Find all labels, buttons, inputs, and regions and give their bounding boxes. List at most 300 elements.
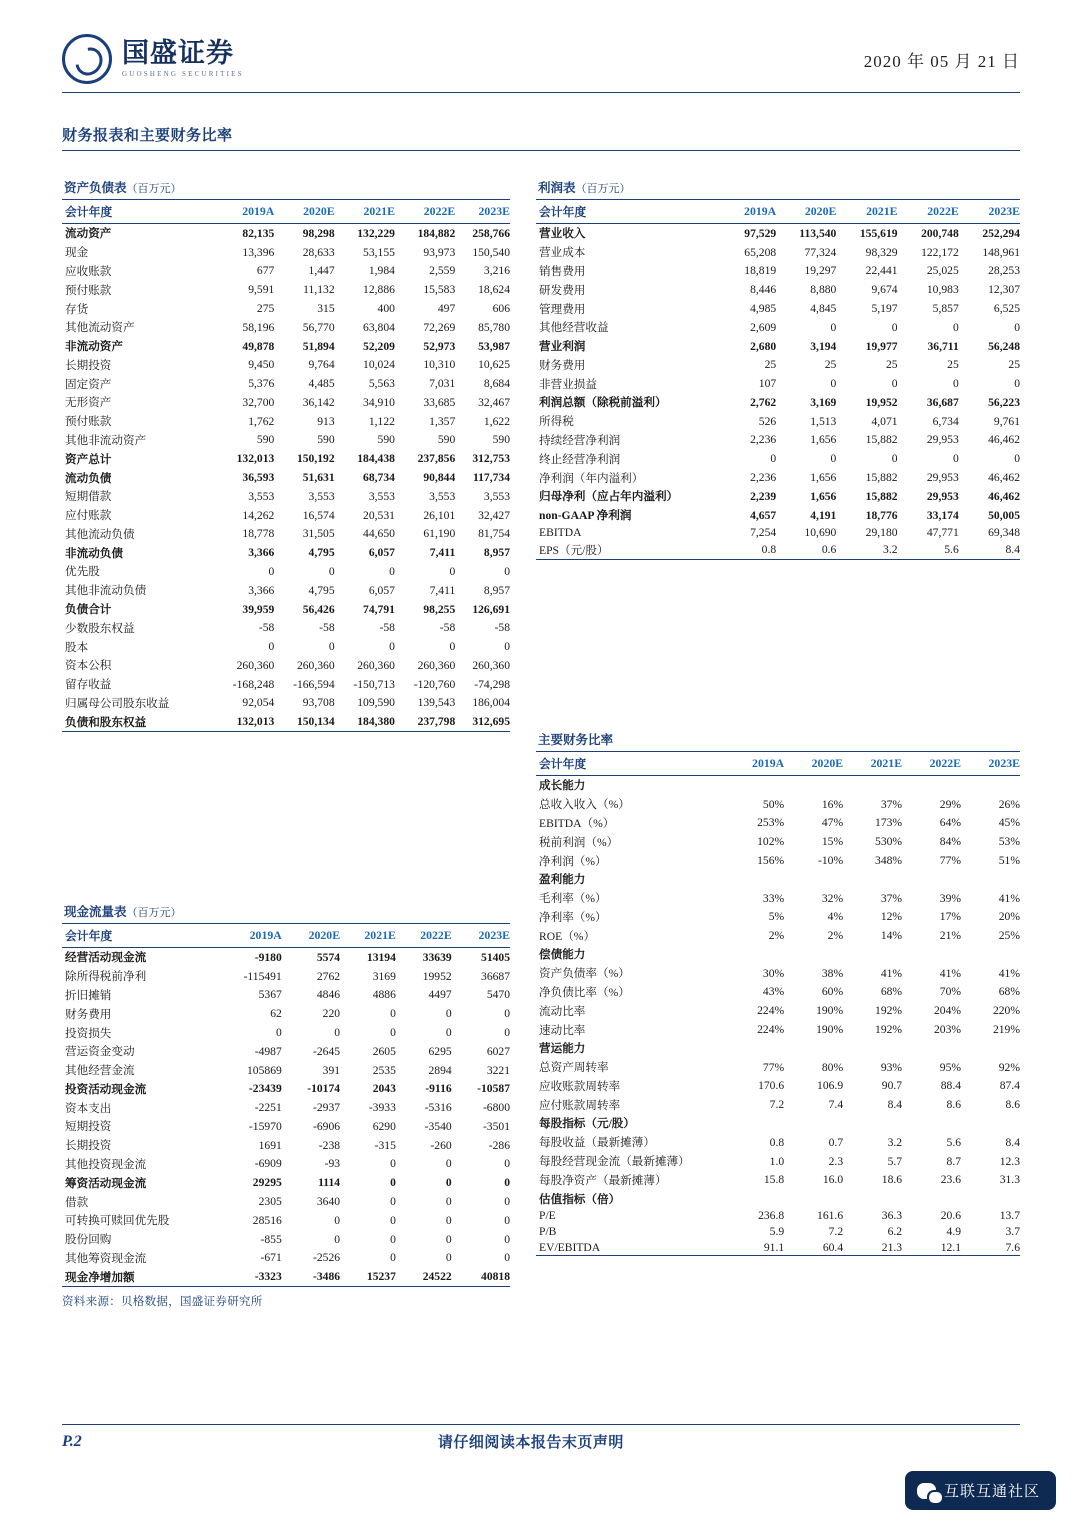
report-date: 2020 年 05 月 21 日 <box>863 51 1020 71</box>
row-value: 1,122 <box>368 414 395 428</box>
row-value: 98,329 <box>865 245 898 259</box>
row-value: 29% <box>939 797 962 811</box>
income-statement-table <box>536 200 1020 560</box>
row-value: 12,886 <box>363 283 395 297</box>
row-value: 0 <box>445 1026 452 1040</box>
row-value: 312,695 <box>455 712 510 731</box>
row-label: 折旧摊销 <box>65 988 112 1002</box>
page-header <box>62 26 1020 93</box>
row-value: 0 <box>1014 452 1020 466</box>
row-value <box>902 1114 961 1133</box>
row-value: 20% <box>998 910 1020 924</box>
row-value: 50% <box>762 797 785 811</box>
row-value: 148,961 <box>982 245 1020 259</box>
row-label: 其他投资现金流 <box>65 1157 147 1171</box>
row-value: 4,485 <box>308 377 335 391</box>
row-value: 161.6 <box>817 1209 844 1223</box>
row-value: 1,447 <box>308 264 335 278</box>
row-value: 0 <box>1014 377 1020 391</box>
row-value: 1,622 <box>483 414 510 428</box>
row-value: 47,771 <box>926 525 959 539</box>
row-value: 77% <box>762 1060 785 1074</box>
row-value: 37% <box>880 797 903 811</box>
row-value: 53% <box>998 835 1020 849</box>
row-value: 60.4 <box>784 1240 843 1256</box>
table-row <box>536 832 1020 851</box>
row-value: -93 <box>324 1157 341 1171</box>
table-row <box>62 506 510 525</box>
row-value: 0 <box>504 1007 510 1021</box>
row-value: 126,691 <box>472 602 510 616</box>
row-value: 7.4 <box>828 1098 844 1112</box>
row-value <box>961 1039 1020 1058</box>
row-value: 4,985 <box>750 302 777 316</box>
row-value: 1,656 <box>810 489 837 503</box>
row-value: 260,360 <box>357 658 395 672</box>
table-row <box>536 1152 1020 1171</box>
row-value: 65,208 <box>744 245 777 259</box>
row-value: 28,633 <box>302 245 335 259</box>
row-value: 258,766 <box>472 226 510 240</box>
table-row <box>62 487 510 506</box>
row-label: 持续经营净利润 <box>539 433 621 447</box>
row-value: 0 <box>504 1176 510 1190</box>
row-value: 90,844 <box>423 471 456 485</box>
row-label: 净利率（%） <box>539 910 607 924</box>
row-value: 45% <box>998 816 1020 830</box>
row-value: 19952 <box>422 969 452 983</box>
row-value: 51,894 <box>302 339 335 353</box>
row-value: 25 <box>947 358 959 372</box>
row-value: 5,376 <box>248 377 275 391</box>
row-value: 58,196 <box>242 320 275 334</box>
row-value: 0 <box>504 1232 510 1246</box>
row-value: 8.4 <box>887 1098 903 1112</box>
row-value: 15,882 <box>865 433 898 447</box>
col-head-4: 2022E <box>395 200 455 224</box>
row-label: 其他经营金流 <box>65 1064 135 1078</box>
row-value: 237,798 <box>395 712 455 731</box>
row-value: 74,791 <box>363 602 395 616</box>
row-value: 0 <box>390 1026 396 1040</box>
row-value <box>784 1039 843 1058</box>
table-row <box>536 1208 1020 1224</box>
row-value: 85,780 <box>478 320 510 334</box>
row-value: 150,540 <box>472 245 510 259</box>
row-label: 股份回购 <box>65 1233 112 1247</box>
row-value: 122,172 <box>921 245 959 259</box>
table-row <box>536 412 1020 431</box>
cash-flow-table <box>62 924 510 1287</box>
row-value: 2762 <box>316 969 341 983</box>
community-watermark <box>905 1471 1056 1510</box>
table-row <box>62 675 510 694</box>
row-value: 13,396 <box>242 245 275 259</box>
row-label: 预付账款 <box>65 415 112 429</box>
row-value: 7,031 <box>429 377 456 391</box>
col-head-0: 会计年度 <box>536 200 724 224</box>
row-value: 4,657 <box>750 508 777 522</box>
brand-name-en: GUOSHENG SECURITIES <box>122 70 244 78</box>
row-value: 236.8 <box>758 1209 785 1223</box>
col-head-2: 2020E <box>274 200 334 224</box>
row-value: 190% <box>816 1023 844 1037</box>
table-row <box>62 224 510 243</box>
row-value: 72,269 <box>423 320 456 334</box>
row-value: 590 <box>256 433 275 447</box>
row-value: 252,294 <box>982 226 1020 240</box>
row-value: -166,594 <box>293 677 335 691</box>
table-row <box>62 1249 510 1268</box>
row-value: 3,194 <box>810 339 837 353</box>
row-value: 38% <box>821 966 844 980</box>
row-value: 8,446 <box>750 283 777 297</box>
row-value: 5,197 <box>871 302 898 316</box>
col-head-3: 2021E <box>843 752 902 776</box>
row-value: 0 <box>275 1026 282 1040</box>
row-value: 18,819 <box>744 264 777 278</box>
row-label: 现金 <box>65 246 89 260</box>
row-value <box>843 1114 902 1133</box>
row-value: 2535 <box>372 1063 396 1077</box>
row-value: 18,624 <box>478 283 510 297</box>
row-value: 29,953 <box>926 489 959 503</box>
row-value: -2645 <box>313 1044 341 1058</box>
table-row <box>536 907 1020 926</box>
row-value: 10,983 <box>926 283 959 297</box>
row-label: 所得税 <box>539 415 574 429</box>
row-value: 32,467 <box>478 395 510 409</box>
row-label: 其他流动负债 <box>65 527 135 541</box>
row-value: 6027 <box>486 1044 510 1058</box>
row-value: 44,650 <box>363 527 395 541</box>
row-value: 19,297 <box>804 264 837 278</box>
table-row <box>536 243 1020 262</box>
row-label: 销售费用 <box>539 264 586 278</box>
row-value: 106.9 <box>817 1079 844 1093</box>
col-head-3: 2021E <box>836 200 897 224</box>
row-value: -120,760 <box>413 677 456 691</box>
row-value: 97,529 <box>744 226 777 240</box>
row-value: -6906 <box>313 1119 341 1133</box>
table-row <box>62 694 510 713</box>
table-row <box>62 412 510 431</box>
table-row <box>536 1020 1020 1039</box>
row-label: 经营活动现金流 <box>65 951 147 965</box>
row-value <box>961 776 1020 795</box>
table-row <box>536 280 1020 299</box>
row-value: 25 <box>764 358 777 372</box>
row-value: 7.6 <box>961 1240 1020 1256</box>
row-value <box>724 870 784 889</box>
row-value: 219% <box>992 1023 1020 1037</box>
row-value: 0 <box>830 377 837 391</box>
table-row <box>536 374 1020 393</box>
row-value: 8.4 <box>959 540 1020 559</box>
col-head-1: 2019A <box>214 200 274 224</box>
row-value: 0 <box>390 1232 396 1246</box>
row-value: 260,360 <box>296 658 335 672</box>
row-value: 24522 <box>396 1267 452 1286</box>
row-value: 3,366 <box>248 546 275 560</box>
row-value: 7.2 <box>769 1098 785 1112</box>
key-ratios-body <box>536 776 1020 1256</box>
table-row <box>62 1042 510 1061</box>
row-value: -3501 <box>482 1119 510 1133</box>
row-value: 41% <box>998 891 1020 905</box>
balance-sheet-body <box>62 224 510 732</box>
row-value: 9,450 <box>248 358 275 372</box>
table-row <box>62 637 510 656</box>
row-label: 营业利润 <box>539 340 586 354</box>
row-value: -2251 <box>254 1101 282 1115</box>
key-ratios-table <box>536 752 1020 1256</box>
table-row <box>62 1136 510 1155</box>
row-value: 0 <box>445 1251 452 1265</box>
row-value: -260 <box>430 1138 452 1152</box>
row-value: 4886 <box>372 988 396 1002</box>
row-value: 39,959 <box>242 602 275 616</box>
row-value <box>902 1039 961 1058</box>
row-value: 0 <box>1014 320 1020 334</box>
row-value: -5316 <box>424 1101 452 1115</box>
row-value: 1,656 <box>810 433 837 447</box>
row-value: 2% <box>768 929 785 943</box>
row-label: 流动负债 <box>65 471 112 485</box>
row-value: 0 <box>445 1195 452 1209</box>
row-value: 186,004 <box>472 696 510 710</box>
row-value: 4,795 <box>308 583 335 597</box>
row-value <box>784 945 843 964</box>
table-row <box>536 1224 1020 1240</box>
row-value: 34,910 <box>363 395 395 409</box>
row-value: 25 <box>824 358 837 372</box>
table-row <box>62 1117 510 1136</box>
row-value: 0 <box>504 1213 510 1227</box>
row-value: 1,656 <box>810 471 837 485</box>
row-value: 102% <box>757 835 785 849</box>
table-row <box>62 1023 510 1042</box>
row-value: -671 <box>260 1251 282 1265</box>
table-row <box>536 1039 1020 1058</box>
row-value: 260,360 <box>236 658 275 672</box>
col-head-1: 2019A <box>724 200 776 224</box>
table-row <box>62 449 510 468</box>
row-value: 16.0 <box>822 1173 844 1187</box>
row-value: 93,973 <box>423 245 456 259</box>
row-value: 41% <box>880 966 903 980</box>
row-value: 150,134 <box>274 712 334 731</box>
table-row <box>536 487 1020 506</box>
row-value: 5574 <box>316 950 341 964</box>
row-value: -2526 <box>313 1251 341 1265</box>
row-value: 0 <box>445 1157 452 1171</box>
row-value: 7,411 <box>429 546 456 560</box>
row-value: 50,005 <box>988 508 1020 522</box>
row-value <box>784 870 843 889</box>
row-value: 12.3 <box>999 1154 1020 1168</box>
cash-flow-unit: （百万元） <box>126 907 182 919</box>
table-row <box>536 1077 1020 1096</box>
table-row <box>62 1267 510 1286</box>
row-value: 52,209 <box>363 339 395 353</box>
row-label: 其他非流动负债 <box>65 584 147 598</box>
row-value: 68% <box>880 985 903 999</box>
row-label: 长期投资 <box>65 1139 112 1153</box>
row-value: 36,687 <box>926 395 959 409</box>
table-row <box>536 355 1020 374</box>
table-row <box>62 280 510 299</box>
row-value <box>843 1039 902 1058</box>
row-label: 其他筹资现金流 <box>65 1251 147 1265</box>
table-row <box>62 1211 510 1230</box>
table-row <box>536 889 1020 908</box>
row-value <box>784 1114 843 1133</box>
col-head-0: 会计年度 <box>536 752 724 776</box>
row-label: 每股净资产（最新摊薄） <box>539 1173 667 1187</box>
row-label: 应收账款周转率 <box>539 1079 621 1093</box>
row-value: 1,762 <box>248 414 275 428</box>
table-row <box>62 1230 510 1249</box>
row-value: 0 <box>328 640 335 654</box>
row-value: 26% <box>998 797 1020 811</box>
row-value: 2,762 <box>750 395 777 409</box>
community-name: 互联互通社区 <box>943 1484 1040 1500</box>
row-label: 盈利能力 <box>539 873 586 887</box>
row-value: 64% <box>939 816 962 830</box>
row-label: EBITDA（%） <box>539 816 615 830</box>
row-value: 139,543 <box>417 696 456 710</box>
row-value: 224% <box>757 1004 785 1018</box>
guosheng-logo-icon <box>62 34 112 84</box>
row-value: 237,856 <box>417 452 456 466</box>
row-value: 14% <box>880 929 903 943</box>
row-value: 4497 <box>428 988 452 1002</box>
row-value: 7.2 <box>828 1225 844 1239</box>
row-value: 6.2 <box>887 1225 903 1239</box>
row-value: -58 <box>379 621 395 635</box>
row-value: -58 <box>319 621 335 635</box>
row-value: 0.7 <box>828 1135 844 1149</box>
table-row <box>62 299 510 318</box>
row-label: 负债合计 <box>65 603 112 617</box>
col-head-0: 会计年度 <box>62 924 214 948</box>
row-value: 46,462 <box>988 489 1020 503</box>
row-value: 29,953 <box>926 471 959 485</box>
row-value: 117,734 <box>472 471 510 485</box>
row-value: 0 <box>334 1213 341 1227</box>
row-value <box>843 776 902 795</box>
row-value: 18,776 <box>865 508 898 522</box>
cash-flow-block <box>62 900 510 1309</box>
row-value: 3,553 <box>483 489 510 503</box>
table-row <box>536 814 1020 833</box>
table-row <box>536 393 1020 412</box>
row-value: 49,878 <box>242 339 275 353</box>
row-value: 15,882 <box>865 471 898 485</box>
row-value: 224% <box>757 1023 785 1037</box>
table-row <box>536 299 1020 318</box>
row-value: 8.4 <box>1005 1135 1020 1149</box>
row-value: 56,770 <box>302 320 335 334</box>
balance-sheet-title: 资产负债表 <box>64 181 127 195</box>
row-value: 220% <box>992 1004 1020 1018</box>
row-value <box>724 1039 784 1058</box>
cash-flow-caption <box>62 900 510 924</box>
row-value: 132,013 <box>214 712 274 731</box>
row-value: 0 <box>445 1176 452 1190</box>
row-label: 无形资产 <box>65 396 112 410</box>
income-statement-title: 利润表 <box>538 181 576 195</box>
row-value: 7,411 <box>429 583 456 597</box>
row-value: 9,764 <box>308 358 335 372</box>
row-value: 2043 <box>372 1082 396 1096</box>
row-value: 22,441 <box>865 264 898 278</box>
row-value: 3,553 <box>429 489 456 503</box>
row-label: 优先股 <box>65 565 100 579</box>
table-row <box>536 776 1020 795</box>
row-value <box>843 870 902 889</box>
col-head-4: 2022E <box>396 924 452 948</box>
row-label: 长期投资 <box>65 358 112 372</box>
row-label: 固定资产 <box>65 377 112 391</box>
row-value: -3486 <box>282 1267 340 1286</box>
table-row <box>536 1058 1020 1077</box>
page-footer <box>62 1424 1020 1452</box>
table-header-row <box>536 200 1020 224</box>
row-value: -115491 <box>243 969 282 983</box>
table-row <box>536 945 1020 964</box>
table-row <box>62 355 510 374</box>
row-value: 26,101 <box>423 508 456 522</box>
cash-flow-title: 现金流量表 <box>64 905 127 919</box>
row-value: 98,255 <box>423 602 456 616</box>
row-value: 0 <box>952 320 959 334</box>
row-value: 19,977 <box>865 339 898 353</box>
row-value <box>784 776 843 795</box>
row-value: 2305 <box>258 1195 282 1209</box>
row-value: 6,734 <box>932 414 959 428</box>
row-value: 113,540 <box>799 226 837 240</box>
row-value: 590 <box>377 433 395 447</box>
row-value: 10,024 <box>363 358 395 372</box>
row-value: 6290 <box>372 1119 396 1133</box>
row-value: 260,360 <box>472 658 510 672</box>
col-head-5: 2023E <box>959 200 1020 224</box>
row-label: 其他流动资产 <box>65 321 135 335</box>
row-label: 资产总计 <box>65 452 112 466</box>
table-row <box>62 967 510 986</box>
row-value: 0 <box>449 640 456 654</box>
row-value: 33639 <box>422 950 452 964</box>
income-statement-body <box>536 224 1020 560</box>
col-head-2: 2020E <box>784 752 843 776</box>
row-value <box>724 1189 784 1208</box>
table-row <box>536 1001 1020 1020</box>
row-value <box>724 776 784 795</box>
table-row <box>536 1170 1020 1189</box>
row-value: 93% <box>880 1060 903 1074</box>
row-value: 1,984 <box>368 264 395 278</box>
row-label: 现金净增加额 <box>62 1267 214 1286</box>
table-row <box>62 431 510 450</box>
row-value: 4.9 <box>946 1225 962 1239</box>
row-value: 315 <box>317 302 335 316</box>
row-value: 204% <box>933 1004 962 1018</box>
row-value: 87.4 <box>999 1079 1020 1093</box>
row-value: 8.6 <box>946 1098 962 1112</box>
row-value: 29295 <box>252 1176 282 1190</box>
